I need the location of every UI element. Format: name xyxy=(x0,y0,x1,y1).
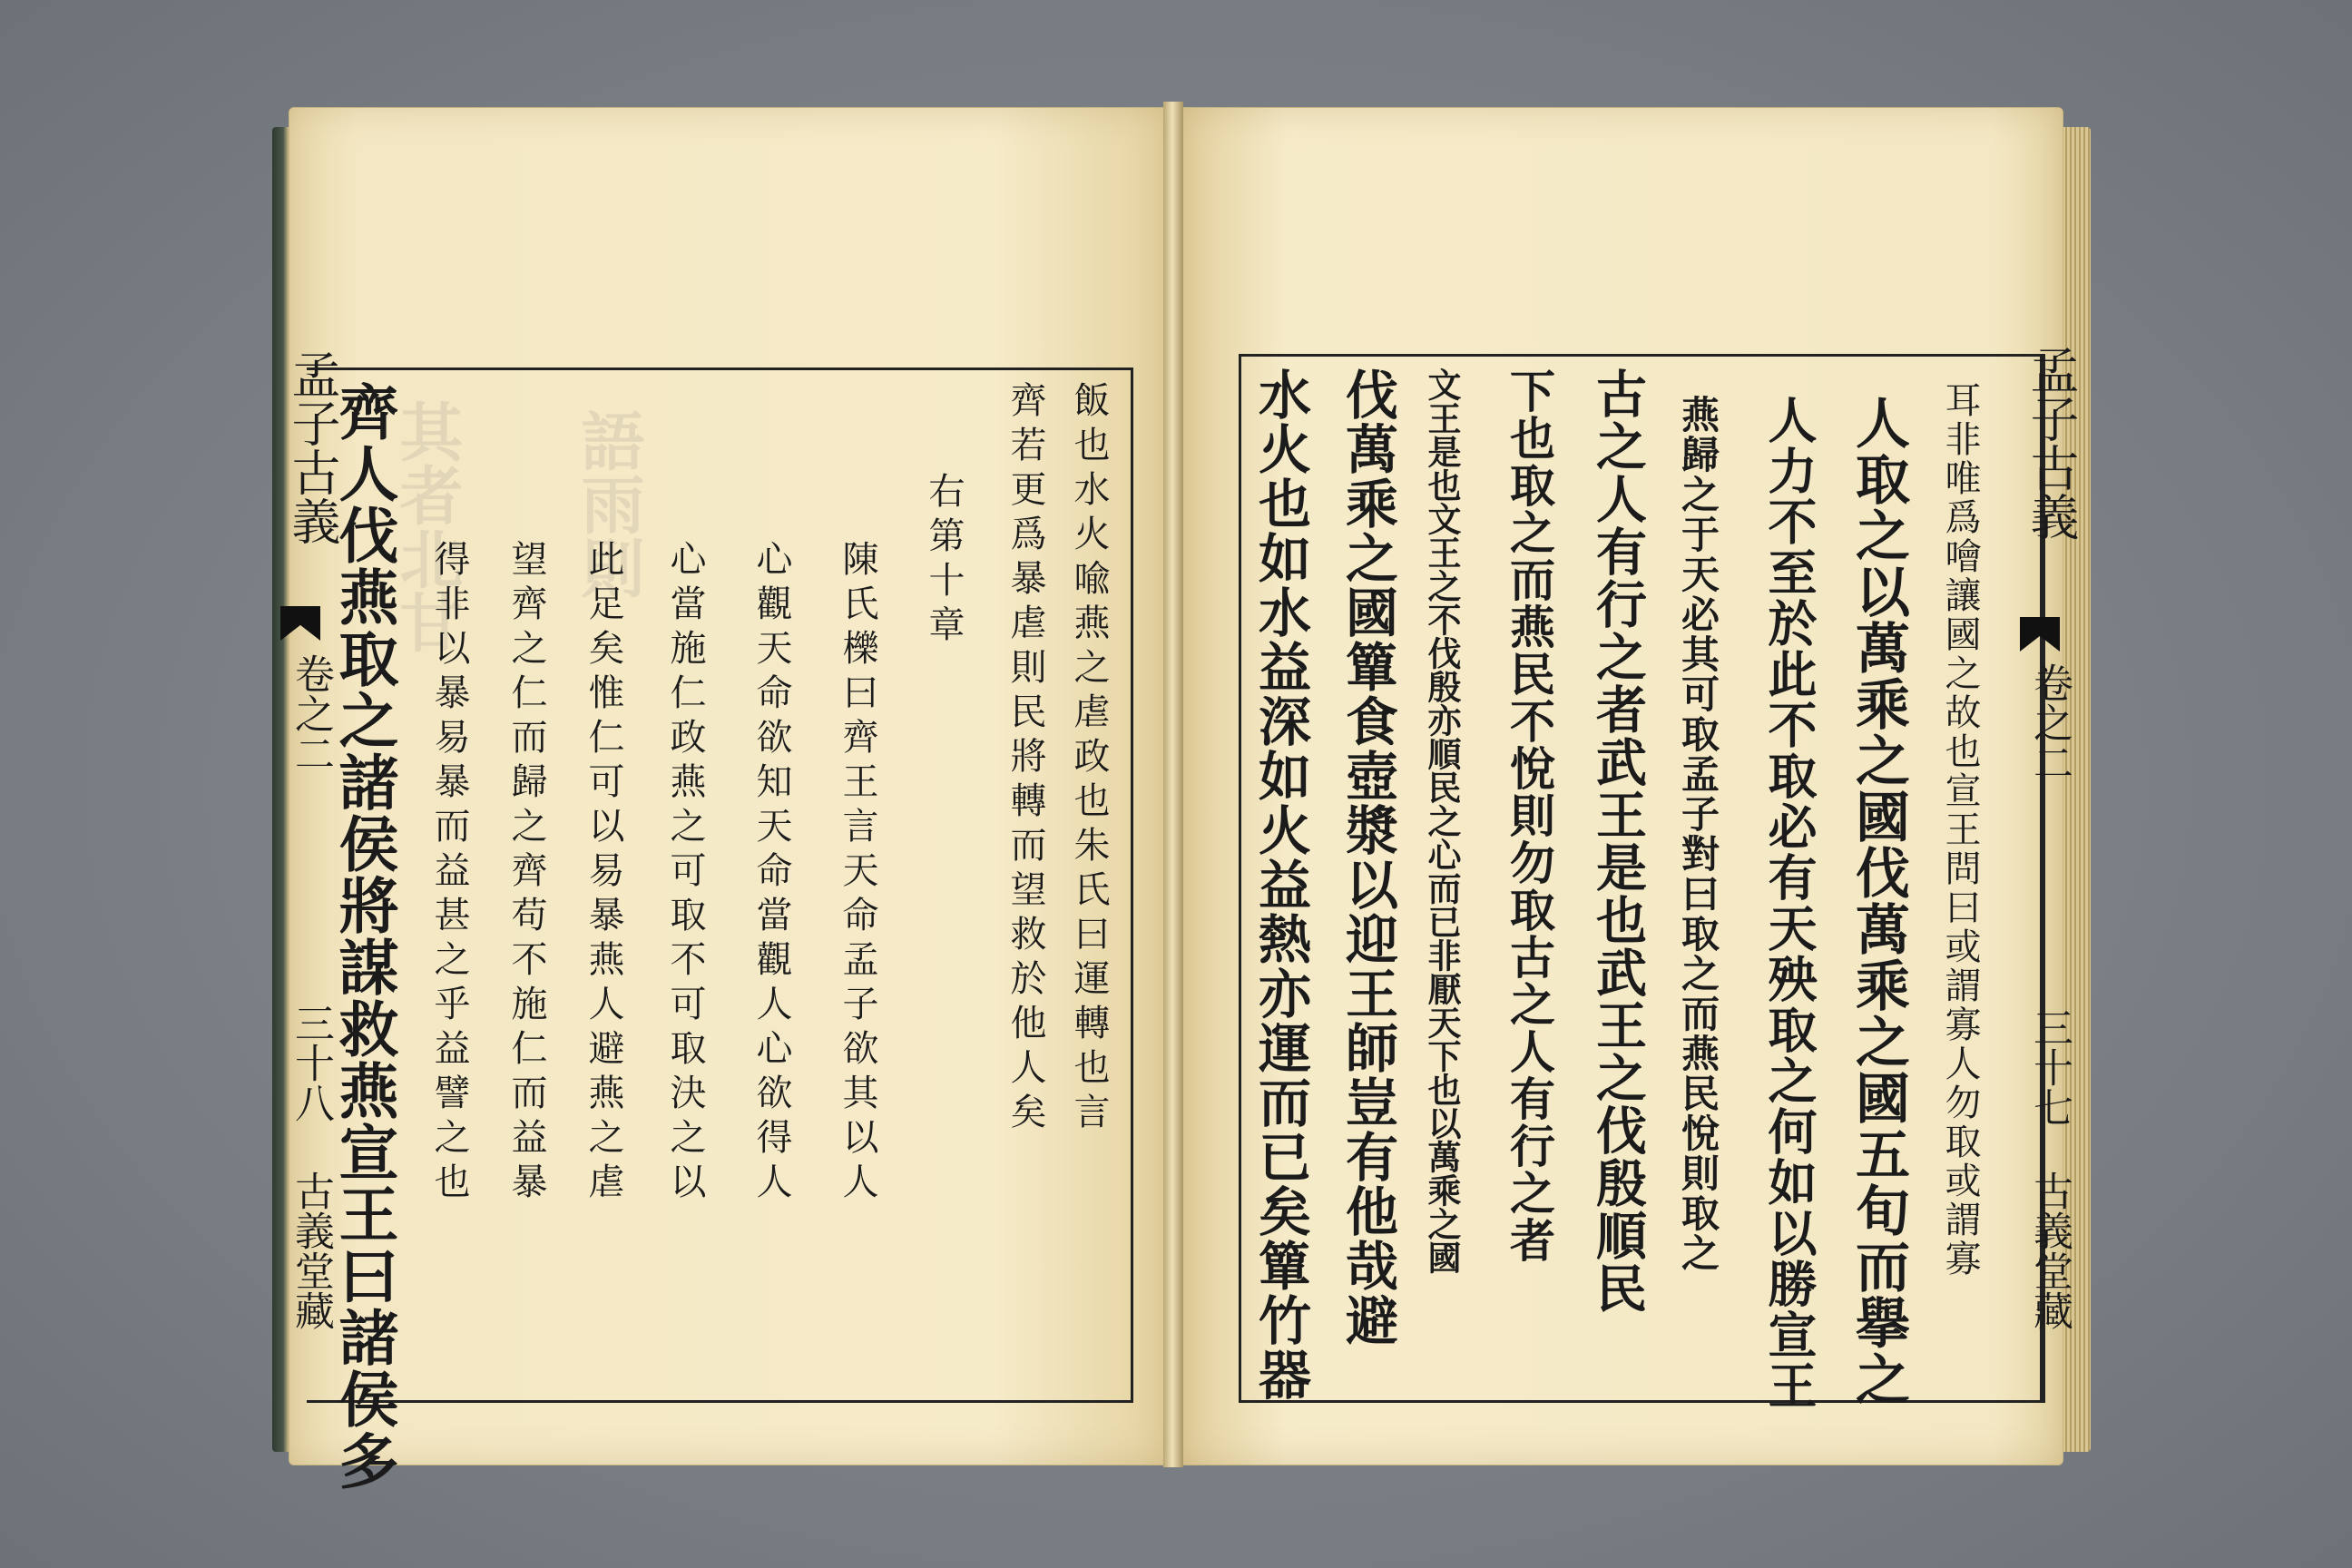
text-column: 人力不至於此不取必有天殃取之何如以勝宣王 xyxy=(1760,395,1818,1411)
text-column: 得非以暴易暴而益甚之乎益譬之也 xyxy=(428,540,470,1207)
section-heading: 右第十章 xyxy=(923,472,965,650)
text-column: 飯也水火喩燕之虐政也朱氏曰運轉也言 xyxy=(1068,381,1110,1137)
text-column: 齊人伐燕取之諸侯將謀救燕宣王曰諸侯多 xyxy=(328,381,399,1492)
text-column: 望齊之仁而歸之齊苟不施仁而益暴 xyxy=(505,540,547,1207)
left-side-volume: 卷之二 xyxy=(288,653,334,773)
text-column: 水火也如水益深如火益熱亦運而已矣簞竹器 xyxy=(1250,368,1311,1402)
right-side-page-number: 三十七 xyxy=(2026,1007,2073,1127)
right-side-title: 孟子古義 xyxy=(2023,345,2080,541)
text-column: 下也取之而燕民不悅則勿取古之人有行之者 xyxy=(1503,368,1556,1264)
bleed-through: 語雨則 xyxy=(571,408,646,599)
text-column: 心觀天命欲知天命當觀人心欲得人 xyxy=(750,540,792,1207)
text-column: 耳非唯爲噲讓國之故也宣王問曰或謂寡人勿取或謂寡 xyxy=(1939,381,1981,1279)
book-gutter xyxy=(1163,102,1183,1467)
text-column: 陳氏櫟曰齊王言天命孟子欲其以人 xyxy=(837,540,878,1207)
left-side-page-number: 三十八 xyxy=(288,1003,334,1122)
text-column: 燕歸之于天必其可取孟子對曰取之而燕民悅則取之 xyxy=(1676,395,1720,1273)
text-column: 齊若更爲暴虐則民將轉而望救於他人矣 xyxy=(1004,381,1046,1137)
text-column: 文王是也文王之不伐殷亦順民之心而已非厭天下也以萬乘之國 xyxy=(1422,368,1462,1274)
right-side-volume: 卷之二 xyxy=(2026,662,2073,782)
bleed-through: 其者北甘 xyxy=(389,399,465,653)
text-column: 心當施仁政燕之可取不可取決之以 xyxy=(664,540,706,1207)
right-side-publisher: 古義堂藏 xyxy=(2026,1171,2073,1330)
left-side-publisher: 古義堂藏 xyxy=(288,1171,334,1330)
left-side-title: 孟子古義 xyxy=(284,349,341,545)
text-column: 人取之以萬乘之國伐萬乘之國五旬而擧之 xyxy=(1847,395,1910,1407)
text-column: 此足矣惟仁可以易暴燕人避燕之虐 xyxy=(583,540,624,1207)
text-column: 古之人有行之者武王是也武王之伐殷順民 xyxy=(1588,368,1648,1315)
text-column: 伐萬乘之國簞食壺漿以迎王師豈有他哉避 xyxy=(1337,368,1398,1348)
